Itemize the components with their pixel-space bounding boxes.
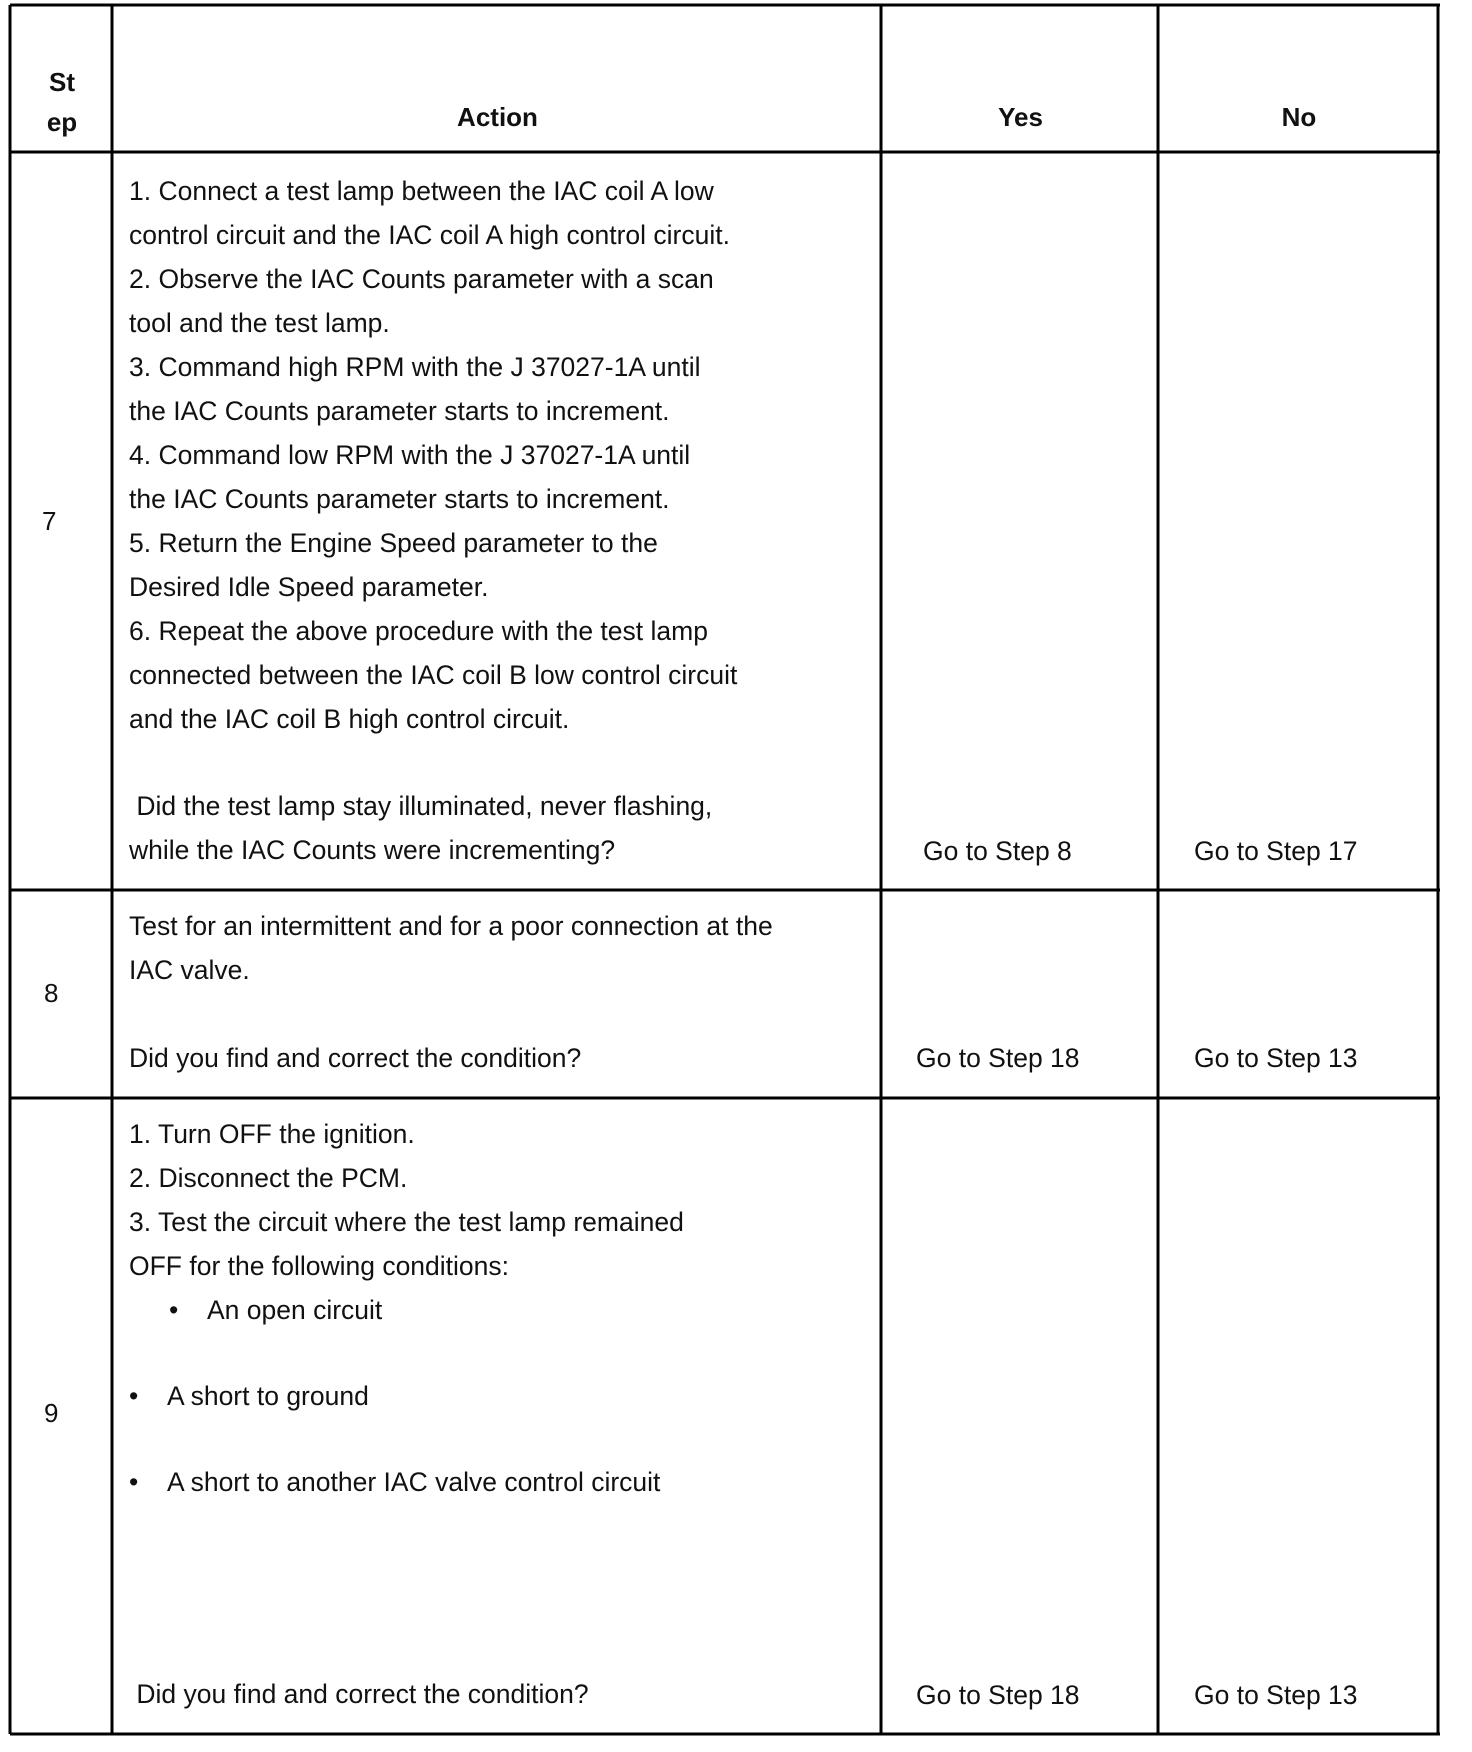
no-8: Go to Step 13	[1194, 1043, 1358, 1073]
action-7-line-5: 3. Command high RPM with the J 37027-1A until	[129, 352, 701, 382]
bullet-item	[129, 1374, 684, 1418]
header-action: Action	[457, 102, 538, 132]
no-7: Go to Step 17	[1194, 836, 1358, 866]
bullet-text-1: An open circuit	[207, 1295, 383, 1325]
action-7-line-4: tool and the test lamp.	[129, 308, 390, 338]
action-7-line-7: 4. Command low RPM with the J 37027-1A until	[129, 440, 691, 470]
bullet-icon: •	[129, 1381, 139, 1411]
action-7-line-13: and the IAC coil B high control circuit.	[129, 704, 570, 734]
spacer	[129, 1418, 684, 1460]
header-step-line2: ep	[46, 107, 78, 137]
bullet-icon: •	[129, 1467, 139, 1497]
action-8-line-2: IAC valve.	[129, 955, 250, 985]
yes-8: Go to Step 18	[916, 1043, 1080, 1073]
action-7-line-12: connected between the IAC coil B low control circuit	[129, 660, 738, 690]
question-9	[129, 1672, 589, 1716]
question-7-line-1: Did the test lamp stay illuminated, never flashing,	[129, 791, 713, 821]
step-number-7: 7	[42, 506, 57, 536]
header-yes: Yes	[998, 102, 1043, 132]
action-7-line-9: 5. Return the Engine Speed parameter to the	[129, 528, 658, 558]
header-no: No	[1281, 102, 1317, 132]
action-9-line-1: 1. Turn OFF the ignition.	[129, 1119, 415, 1149]
bullet-item	[129, 1288, 684, 1332]
spacer	[129, 1332, 684, 1374]
action-9-line-2: 2. Disconnect the PCM.	[129, 1163, 408, 1193]
action-7-line-6: the IAC Counts parameter starts to increment.	[129, 396, 670, 426]
no-9: Go to Step 13	[1194, 1680, 1358, 1710]
action-7-line-3: 2. Observe the IAC Counts parameter with a scan	[129, 264, 714, 294]
bullet-text-3: A short to another IAC valve control circuit	[167, 1467, 661, 1497]
action-7-line-2: control circuit and the IAC coil A high control circuit.	[129, 220, 730, 250]
step-number-8: 8	[44, 978, 59, 1008]
action-9-line-4: OFF for the following conditions:	[129, 1251, 510, 1281]
bullet-item	[129, 1460, 684, 1504]
header-step	[12, 62, 112, 142]
question-7	[129, 784, 712, 872]
action-7-line-8: the IAC Counts parameter starts to increment.	[129, 484, 670, 514]
yes-7: Go to Step 8	[923, 836, 1072, 866]
bullet-icon: •	[169, 1295, 179, 1325]
action-9	[129, 1112, 684, 1504]
header-step-line1: St	[49, 67, 75, 97]
action-7-line-10: Desired Idle Speed parameter.	[129, 572, 489, 602]
yes-9: Go to Step 18	[916, 1680, 1080, 1710]
action-7	[129, 169, 737, 741]
action-9-line-3: 3. Test the circuit where the test lamp remained	[129, 1207, 684, 1237]
action-8	[129, 904, 773, 992]
bullet-text-2: A short to ground	[167, 1381, 369, 1411]
action-7-line-1: 1. Connect a test lamp between the IAC coil A low	[129, 176, 714, 206]
action-8-line-1: Test for an intermittent and for a poor connection at the	[129, 911, 773, 941]
question-9-line-1: Did you find and correct the condition?	[129, 1679, 589, 1709]
question-8	[129, 1036, 581, 1080]
step-number-9: 9	[44, 1398, 59, 1428]
action-7-line-11: 6. Repeat the above procedure with the test lamp	[129, 616, 708, 646]
question-7-line-2: while the IAC Counts were incrementing?	[129, 835, 616, 865]
question-8-line-1: Did you find and correct the condition?	[129, 1043, 582, 1073]
